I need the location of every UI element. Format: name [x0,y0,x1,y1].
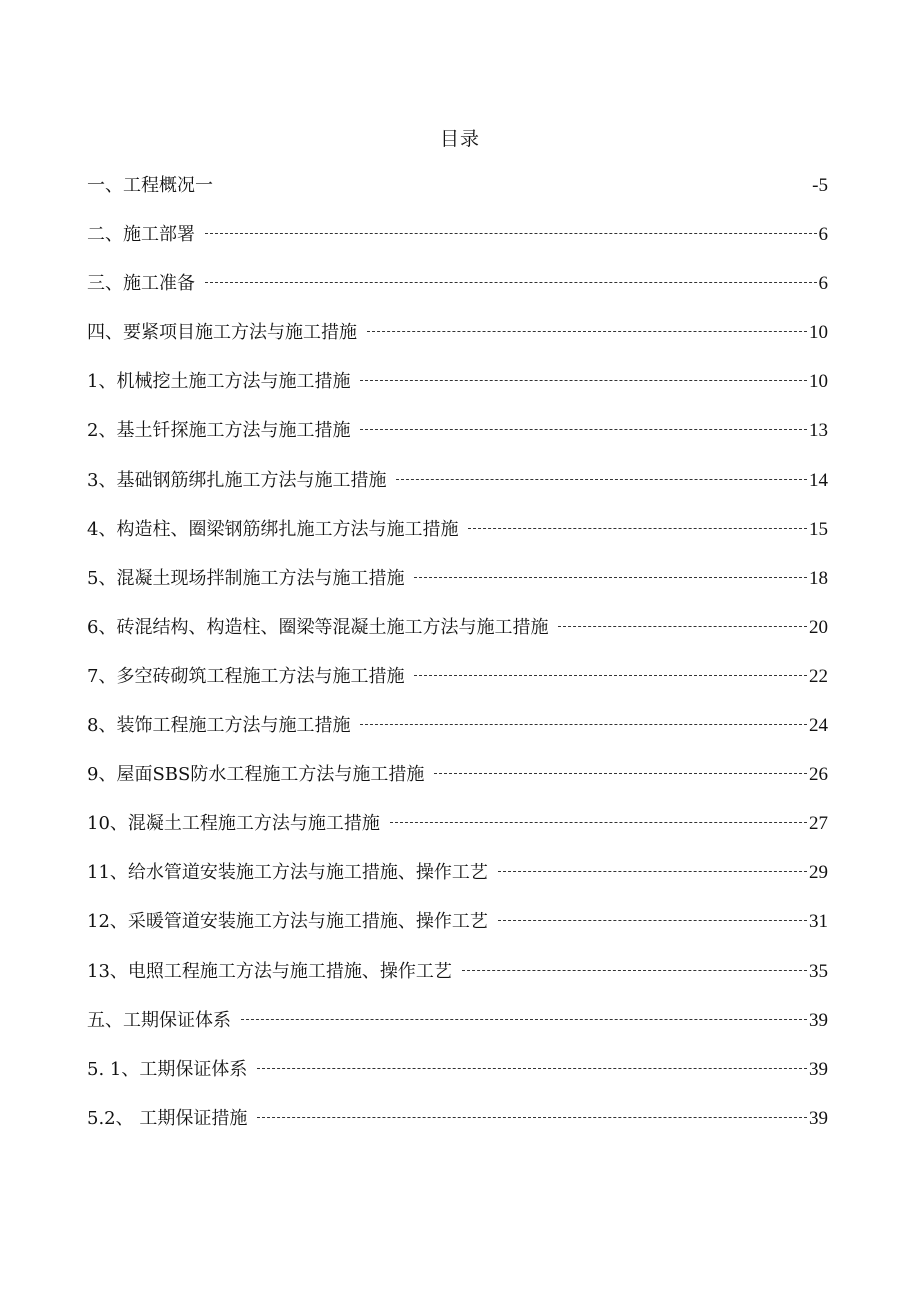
toc-entry-page-number: 22 [809,665,828,687]
toc-entry[interactable] [87,662,828,711]
toc-dot-leader [360,380,807,381]
toc-dot-leader [414,675,807,676]
toc-entry-label: 2、基土钎探施工方法与施工措施 [87,420,351,442]
toc-entry-label: 3、基础钢筋绑扎施工方法与施工措施 [87,469,387,491]
toc-entry[interactable] [87,269,828,318]
toc-entry[interactable] [87,1055,828,1104]
toc-entry[interactable] [87,367,828,416]
toc-dot-leader [498,871,807,872]
toc-entry-page-number: 31 [809,911,828,933]
toc-entry-label: 11、给水管道安装施工方法与施工措施、操作工艺 [87,862,488,884]
toc-dot-leader [205,282,817,283]
toc-dot-leader [257,1068,807,1069]
toc-entry-label: 10、混凝土工程施工方法与施工措施 [87,813,380,835]
toc-entry[interactable] [87,220,828,269]
toc-entry[interactable] [87,809,828,858]
toc-dot-leader [434,773,807,774]
toc-dot-leader [558,626,807,627]
toc-entry[interactable] [87,907,828,956]
toc-entry-page-number: -5 [812,175,828,196]
toc-entry-page-number: 13 [809,420,828,442]
toc-entry-label: 一、工程概况一 [87,175,213,196]
toc-entry-label: 5. 1、工期保证体系 [87,1058,248,1080]
toc-entry-page-number: 14 [809,469,828,491]
toc-entry[interactable] [87,466,828,515]
toc-entry[interactable] [87,171,828,220]
toc-entry[interactable] [87,858,828,907]
toc-dot-leader [390,822,807,823]
toc-dot-leader [360,724,807,725]
toc-entry-label: 三、施工准备 [87,273,195,295]
toc-entry-label: 5.2、 工期保证措施 [87,1107,248,1129]
toc-dot-leader [462,970,807,971]
toc-entry-label: 4、构造柱、圈梁钢筋绑扎施工方法与施工措施 [87,518,459,540]
toc-dot-leader [257,1117,807,1118]
toc-entry-label: 7、多空砖砌筑工程施工方法与施工措施 [87,665,405,687]
toc-entry-page-number: 18 [809,567,828,589]
toc-entry-page-number: 35 [809,960,828,982]
toc-entry[interactable] [87,515,828,564]
toc-entry-page-number: 20 [809,616,828,638]
toc-entry-label: 8、装饰工程施工方法与施工措施 [87,715,351,737]
toc-entry-page-number: 39 [809,1107,828,1129]
toc-entry-page-number: 10 [809,371,828,393]
toc-entry-label: 五、工期保证体系 [87,1009,231,1031]
toc-entry-label: 9、屋面SBS防水工程施工方法与施工措施 [87,764,425,786]
toc-entry[interactable] [87,613,828,662]
toc-entry-page-number: 39 [809,1009,828,1031]
toc-entry-label: 四、要紧项目施工方法与施工措施 [87,322,357,344]
toc-dot-leader [360,429,807,430]
toc-entry-label: 6、砖混结构、构造柱、圈梁等混凝土施工方法与施工措施 [87,616,549,638]
toc-dot-leader [498,920,807,921]
toc-entry[interactable] [87,957,828,1006]
toc-entry-page-number: 27 [809,813,828,835]
toc-dot-leader [468,528,807,529]
toc-entry[interactable] [87,711,828,760]
toc-entry[interactable] [87,318,828,367]
toc-entry-page-number: 6 [818,273,828,295]
toc-entry-page-number: 39 [809,1058,828,1080]
toc-entry-label: 12、采暖管道安装施工方法与施工措施、操作工艺 [87,911,488,933]
toc-dot-leader [414,577,807,578]
toc-entry-page-number: 29 [809,862,828,884]
table-of-contents [87,171,828,1153]
toc-entry-page-number: 24 [809,715,828,737]
toc-entry[interactable] [87,1104,828,1153]
toc-dot-leader [241,1019,807,1020]
toc-dot-leader [367,331,807,332]
toc-entry[interactable] [87,416,828,465]
toc-entry-page-number: 6 [818,224,828,246]
toc-entry-page-number: 26 [809,764,828,786]
toc-dot-leader [396,479,807,480]
toc-entry[interactable] [87,1006,828,1055]
toc-title: 目录 [439,128,480,150]
toc-entry-page-number: 15 [809,518,828,540]
toc-entry-label: 二、施工部署 [87,224,195,246]
toc-entry[interactable] [87,760,828,809]
toc-entry-label: 1、机械挖土施工方法与施工措施 [87,371,351,393]
toc-dot-leader [205,233,817,234]
toc-entry-label: 5、混凝土现场拌制施工方法与施工措施 [87,567,405,589]
toc-entry-page-number: 10 [809,322,828,344]
toc-entry[interactable] [87,564,828,613]
toc-entry-label: 13、电照工程施工方法与施工措施、操作工艺 [87,960,452,982]
